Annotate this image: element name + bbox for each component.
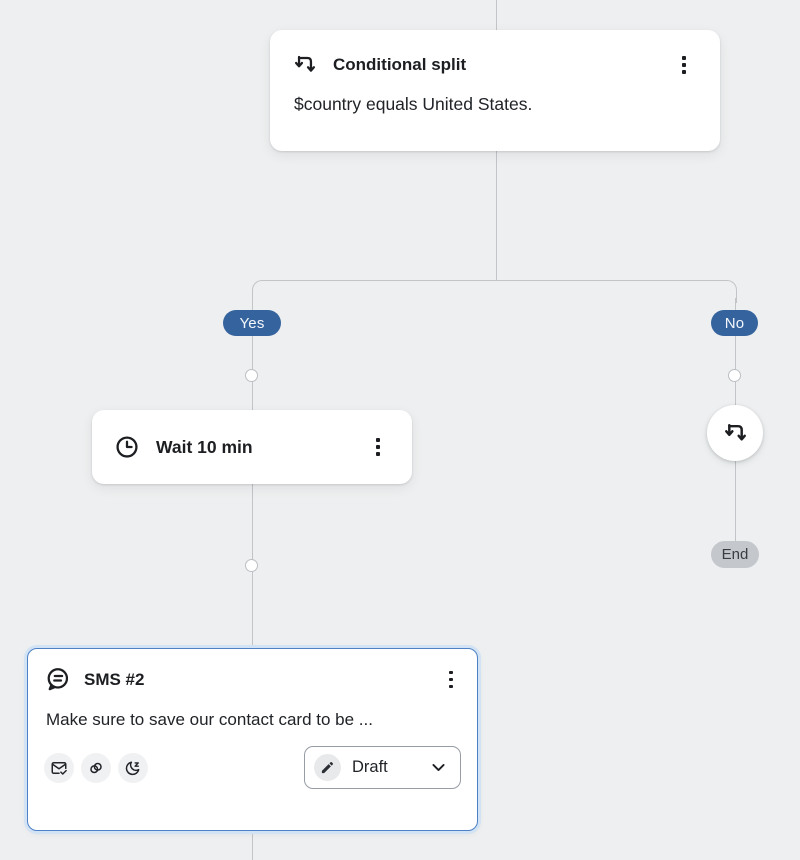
wait-card[interactable] [92,410,412,484]
end-terminator: End [711,541,759,568]
conditional-split-description: $country equals United States. [294,94,533,114]
kebab-menu-icon[interactable] [441,668,461,692]
connector-elbow-left [252,280,497,303]
conditional-split-node-circle[interactable] [707,405,763,461]
conditional-split-header [292,52,694,78]
sms-message-preview: Make sure to save our contact card to be ... [46,710,373,729]
kebab-menu-icon[interactable] [674,53,694,77]
connector-dot [728,369,741,382]
sms-bubble-icon [44,666,71,693]
connector-line-center [496,149,498,281]
branch-label-no: No [711,310,758,336]
draft-pencil-icon [314,754,341,781]
connector-elbow-right [496,280,738,303]
connector-line-top [496,0,498,31]
utm-tracking-icon [81,753,111,783]
sms-title: SMS #2 [84,669,145,689]
conditional-split-card[interactable] [270,30,720,151]
connector-dot [245,559,258,572]
conditional-split-icon [292,52,318,78]
email-consent-icon [44,753,74,783]
quiet-hours-icon [118,753,148,783]
status-dropdown[interactable] [304,746,461,789]
chevron-down-icon [430,759,447,776]
sms-header [44,666,461,693]
conditional-split-icon [722,420,749,447]
status-label: Draft [352,758,388,776]
branch-label-yes: Yes [223,310,281,336]
connector-dot [245,369,258,382]
sms-card[interactable] [27,648,478,831]
kebab-menu-icon[interactable] [368,435,388,459]
clock-icon [114,434,140,460]
sms-footer [44,746,461,789]
conditional-split-title: Conditional split [333,55,467,74]
wait-title: Wait 10 min [156,436,253,457]
